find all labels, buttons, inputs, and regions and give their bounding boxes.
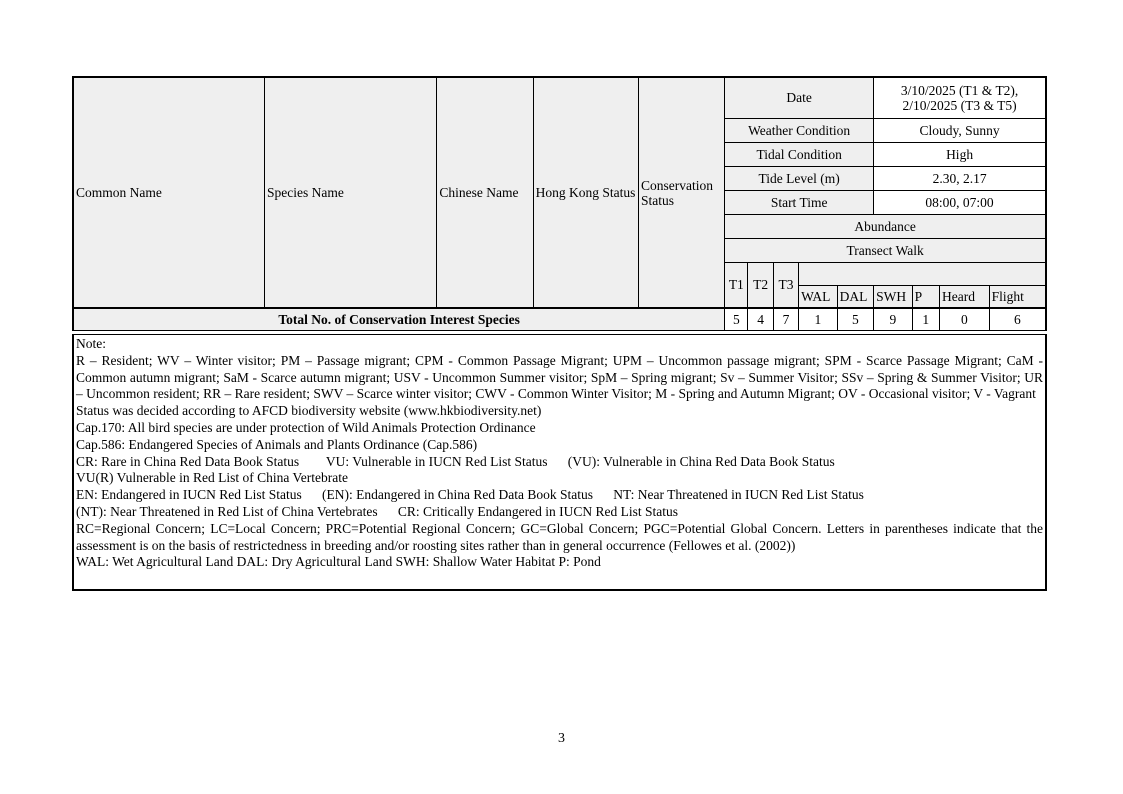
header-wal: WAL bbox=[799, 285, 838, 308]
notes-status-legend: R – Resident; WV – Winter visitor; PM – Passage migrant; CPM - Common Passage Migrant; UPM – Uncommon passage migrant; SPM - Scarce Passage Migrant; CaM - Common autumn migrant; SaM - Scarce autumn migrant; USV - Uncommon Summer visitor; SpM – Spring migrant; Sv – Summer Visitor; SSv – Spring & Summer Visitor; UR – Uncommon resident; RR – Rare resident; SWV – Scarce winter visitor; CWV - Common Winter Visitor; M - Spring and Autumn Migrant; OV - Occasional visitor; V - Vagrant bbox=[76, 352, 1043, 402]
info-label-date: Date bbox=[725, 77, 874, 118]
survey-table bbox=[72, 76, 1047, 331]
header-transect-walk: Transect Walk bbox=[725, 238, 1046, 262]
header-conservation-status: Conservation Status bbox=[639, 77, 725, 308]
notes-line: (NT): Near Threatened in Red List of China Vertebrates CR: Critically Endangered in IUCN Red List Status bbox=[76, 503, 678, 519]
header-p: P bbox=[912, 285, 939, 308]
total-heard: 0 bbox=[939, 308, 989, 330]
total-dal: 5 bbox=[837, 308, 874, 330]
total-swh: 9 bbox=[874, 308, 913, 330]
header-t3: T3 bbox=[773, 262, 798, 308]
notes-habitat-legend: WAL: Wet Agricultural Land DAL: Dry Agricultural Land SWH: Shallow Water Habitat P: Pond bbox=[76, 554, 601, 570]
header-t1: T1 bbox=[725, 262, 748, 308]
header-habitat-group bbox=[799, 262, 1046, 285]
info-label-tidal: Tidal Condition bbox=[725, 142, 874, 166]
info-value-tidal: High bbox=[874, 142, 1046, 166]
page-number: 3 bbox=[558, 731, 565, 746]
total-flight: 6 bbox=[989, 308, 1046, 330]
notes-line: Cap.586: Endangered Species of Animals and Plants Ordinance (Cap.586) bbox=[76, 436, 478, 452]
header-species-name: Species Name bbox=[265, 77, 437, 308]
notes-line: VU(R) Vulnerable in Red List of China Vertebrate bbox=[76, 470, 348, 486]
header-heard: Heard bbox=[939, 285, 989, 308]
info-value-date: 3/10/2025 (T1 & T2), 2/10/2025 (T3 & T5) bbox=[874, 77, 1046, 118]
notes-box bbox=[72, 334, 1047, 591]
notes-line: CR: Rare in China Red Data Book Status VU: Vulnerable in IUCN Red List Status (VU): Vulnerable in China Red Data Book Status bbox=[76, 453, 835, 469]
info-value-start-time: 08:00, 07:00 bbox=[874, 190, 1046, 214]
info-value-weather: Cloudy, Sunny bbox=[874, 118, 1046, 142]
header-t2: T2 bbox=[748, 262, 773, 308]
total-t3: 7 bbox=[773, 308, 798, 330]
notes-concern-legend: RC=Regional Concern; LC=Local Concern; PRC=Potential Regional Concern; GC=Global Concern; PGC=Potential Global Concern. Letters in parentheses indicate that the assessment is on the basis of restrictedness in breeding and/or roosting sites rather than in general occurrence (Fellowes et al. (2002)) bbox=[76, 520, 1043, 553]
header-swh: SWH bbox=[874, 285, 913, 308]
header-abundance: Abundance bbox=[725, 214, 1046, 238]
total-t1: 5 bbox=[725, 308, 748, 330]
total-label: Total No. of Conservation Interest Species bbox=[73, 308, 725, 330]
header-chinese-name: Chinese Name bbox=[437, 77, 533, 308]
notes-title: Note: bbox=[76, 336, 106, 351]
info-label-tide-level: Tide Level (m) bbox=[725, 166, 874, 190]
header-flight: Flight bbox=[989, 285, 1046, 308]
total-wal: 1 bbox=[799, 308, 838, 330]
notes-line: EN: Endangered in IUCN Red List Status (EN): Endangered in China Red Data Book Status NT: Near Threatened in IUCN Red List Status bbox=[76, 487, 864, 503]
total-p: 1 bbox=[912, 308, 939, 330]
header-common-name: Common Name bbox=[73, 77, 265, 308]
notes-line: Cap.170: All bird species are under protection of Wild Animals Protection Ordinance bbox=[76, 419, 536, 435]
header-dal: DAL bbox=[837, 285, 874, 308]
info-label-weather: Weather Condition bbox=[725, 118, 874, 142]
total-t2: 4 bbox=[748, 308, 773, 330]
info-value-tide-level: 2.30, 2.17 bbox=[874, 166, 1046, 190]
header-hk-status: Hong Kong Status bbox=[533, 77, 638, 308]
info-label-start-time: Start Time bbox=[725, 190, 874, 214]
notes-line: Status was decided according to AFCD biodiversity website (www.hkbiodiversity.net) bbox=[76, 403, 542, 419]
